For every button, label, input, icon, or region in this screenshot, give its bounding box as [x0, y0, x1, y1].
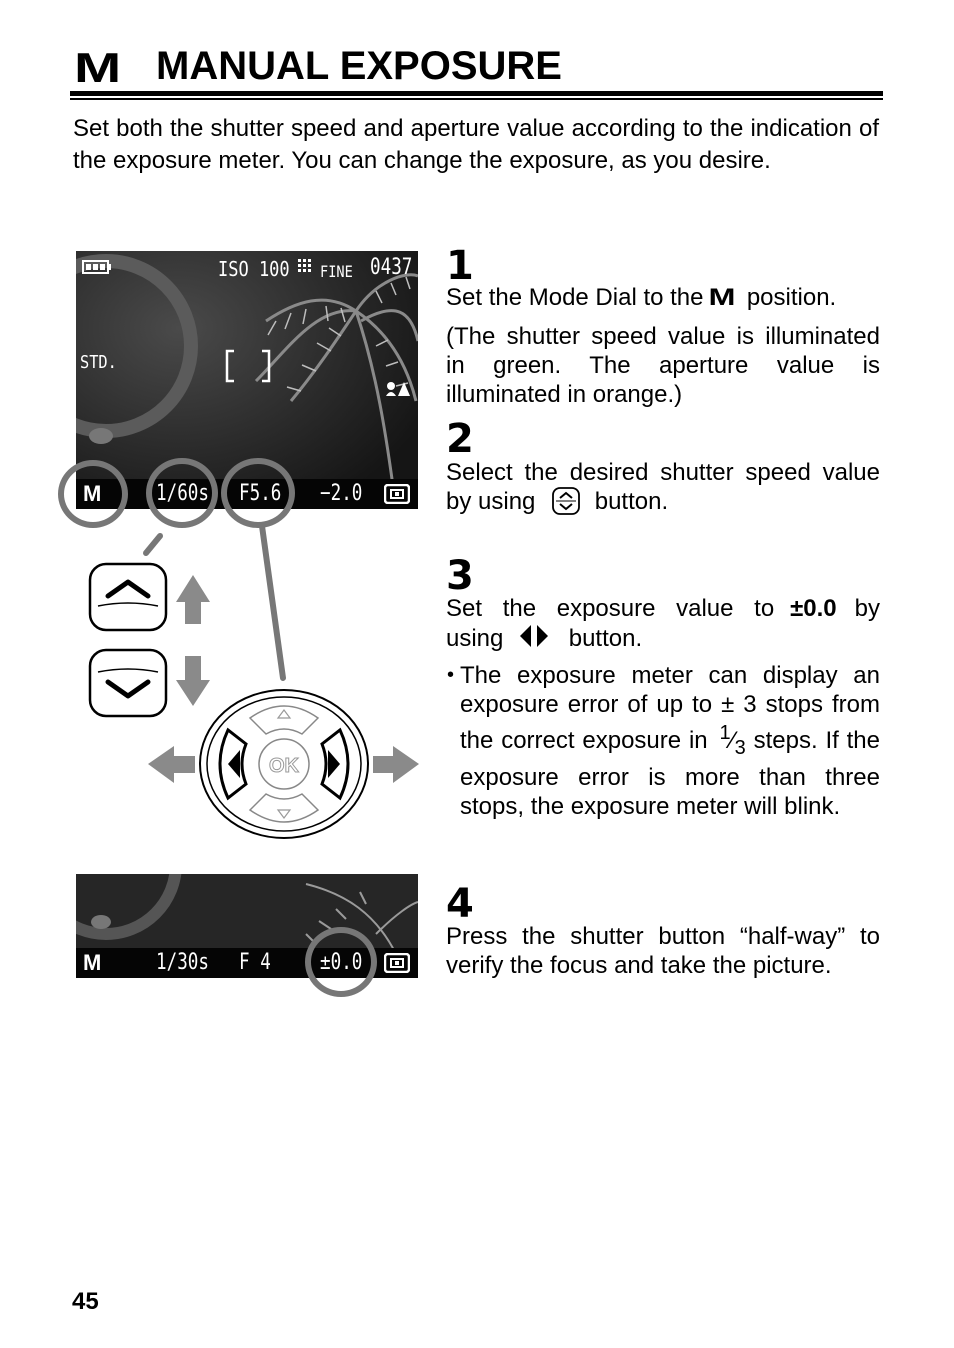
step-3-text-b: by: [854, 595, 880, 622]
scene-icon: [384, 378, 412, 398]
up-arrow-indicator: [176, 575, 210, 624]
fraction-numerator: 1: [719, 722, 731, 744]
step-2-text: [446, 458, 880, 516]
quality-readout: FINE: [320, 262, 353, 281]
step-1-text-a: Set the Mode Dial to the: [446, 284, 704, 311]
step-2-number: 2: [446, 416, 474, 462]
left-arrow-indicator: [148, 746, 195, 783]
aperture-leader-line: [262, 526, 283, 678]
step-4-number: 4: [446, 881, 474, 927]
iso-readout: ISO 100: [218, 257, 290, 281]
step-2-text-a: Select the desired shutter speed value by using: [446, 459, 880, 515]
step-3-number: 3: [446, 553, 474, 599]
one-third-fraction: $^1⁄_3$: [719, 722, 746, 759]
step-3-line-1: [446, 594, 880, 623]
mode-highlight-ring: [58, 460, 128, 528]
step-1-text: [446, 283, 880, 312]
step-3-bullet-a: The exposure meter can display an exposure error of up to ± 3 stops from the correct exposure in: [460, 662, 880, 754]
shutter-readout-2: 1/30s: [156, 950, 209, 975]
aperture-highlight-ring: [221, 458, 295, 528]
bullet-dot: •: [447, 664, 455, 686]
down-button[interactable]: [88, 648, 168, 718]
step-3-text-a: Set the exposure value to: [446, 595, 775, 622]
mode-readout: M: [83, 481, 102, 506]
mode-m-symbol: M: [74, 44, 122, 91]
shutter-readout: 1/60s: [156, 481, 209, 506]
step-3-bullet-b: steps. If the exposure error is more than three stops, the exposure meter will blink.: [460, 727, 880, 820]
shutter-highlight-ring: [146, 458, 218, 528]
four-way-controller[interactable]: [198, 688, 370, 840]
step-3-text-d: button.: [568, 625, 643, 652]
ok-button-label: OK: [269, 755, 299, 777]
step-3-line-2: [446, 623, 642, 653]
page-title: MANUAL EXPOSURE: [156, 44, 562, 88]
step-1-note: (The shutter speed value is illuminated in green. The aperture value is illuminated in orange.): [446, 323, 880, 408]
step-2-text-b: button.: [594, 488, 669, 515]
up-button[interactable]: [88, 562, 168, 632]
shutter-leader-line: [146, 536, 160, 553]
title-rule-thick: [70, 91, 883, 96]
mode-readout-2: M: [83, 950, 102, 975]
step-4-text: Press the shutter button “half-way” to verify the focus and take the picture.: [446, 923, 880, 979]
exposure-readout: −2.0: [320, 481, 363, 506]
color-mode-readout: STD.: [80, 352, 117, 373]
metering-icon-2: [384, 953, 410, 973]
quality-grid-icon: [298, 259, 314, 275]
up-down-button-icon: [552, 487, 580, 515]
left-right-button-icon: [518, 623, 552, 649]
page-number: 45: [72, 1288, 99, 1315]
step-3-bullet: [460, 661, 880, 821]
aperture-readout: F5.6: [239, 481, 282, 506]
intro-paragraph: Set both the shutter speed and aperture value according to the indication of the exposure meter. You can change the exposure, as you desire.: [73, 115, 879, 174]
exposure-highlight-ring: [305, 927, 377, 997]
step-1-text-b: position.: [746, 284, 837, 311]
shots-remaining: 0437: [370, 255, 413, 280]
mode-m-inline-symbol: M: [708, 284, 736, 311]
fraction-denominator: 3: [734, 736, 746, 759]
title-rule-thin: [70, 98, 883, 100]
aperture-readout-2: F 4: [239, 950, 271, 975]
step-3-value: ±0.0: [790, 595, 837, 622]
step-1-number: 1: [446, 243, 474, 289]
exposure-readout-2: ±0.0: [320, 950, 363, 975]
right-arrow-indicator: [373, 746, 419, 783]
battery-icon: [82, 260, 112, 274]
af-bracket-icon: [224, 349, 272, 383]
step-3-text-c: using: [446, 625, 504, 652]
